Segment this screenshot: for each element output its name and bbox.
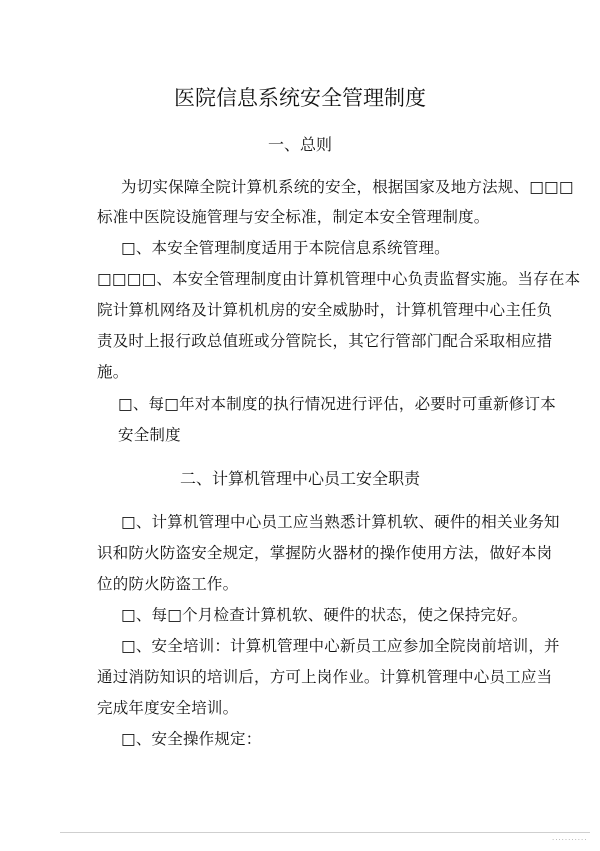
paragraph-line: □□□□、本安全管理制度由计算机管理中心负责监督实施。当存在本 xyxy=(97,270,581,288)
paragraph-line: 院计算机网络及计算机机房的安全威胁时，计算机管理中心主任负 xyxy=(97,301,553,319)
paragraph-line: □、安全培训：计算机管理中心新员工应参加全院岗前培训，并 xyxy=(121,637,560,655)
paragraph-line: 标准中医院设施管理与安全标准，制定本安全管理制度。 xyxy=(97,208,490,226)
paragraph-line: □、每□个月检查计算机软、硬件的状态，使之保持完好。 xyxy=(121,606,528,624)
paragraph-line: 为切实保障全院计算机系统的安全，根据国家及地方法规、□□□ xyxy=(121,178,574,196)
footer-divider xyxy=(60,832,590,833)
paragraph-line: □、计算机管理中心员工应当熟悉计算机软、硬件的相关业务知 xyxy=(121,513,560,531)
paragraph-line: 安全制度 xyxy=(118,426,181,444)
paragraph-line: 责及时上报行政总值班或分管院长，其它行管部门配合采取相应措 xyxy=(97,332,553,350)
paragraph-line: 位的防火防盗工作。 xyxy=(97,575,239,593)
paragraph-line: 施。 xyxy=(97,363,129,381)
paragraph-line: □、每□年对本制度的执行情况进行评估，必要时可重新修订本 xyxy=(118,395,556,413)
paragraph-line: 识和防火防盗安全规定，掌握防火器材的操作使用方法，做好本岗 xyxy=(97,544,553,562)
paragraph-line: □、安全操作规定： xyxy=(121,730,262,748)
paragraph-line: 完成年度安全培训。 xyxy=(97,699,239,717)
paragraph-line: □、本安全管理制度适用于本院信息系统管理。 xyxy=(121,239,450,257)
footer-mark: ··········· xyxy=(552,836,588,844)
section-heading-duties: 二、计算机管理中心员工安全职责 xyxy=(179,469,420,488)
paragraph-line: 通过消防知识的培训后，方可上岗作业。计算机管理中心员工应当 xyxy=(97,668,553,686)
page-title: 医院信息系统安全管理制度 xyxy=(174,86,426,110)
section-heading-general: 一、总则 xyxy=(267,135,332,154)
